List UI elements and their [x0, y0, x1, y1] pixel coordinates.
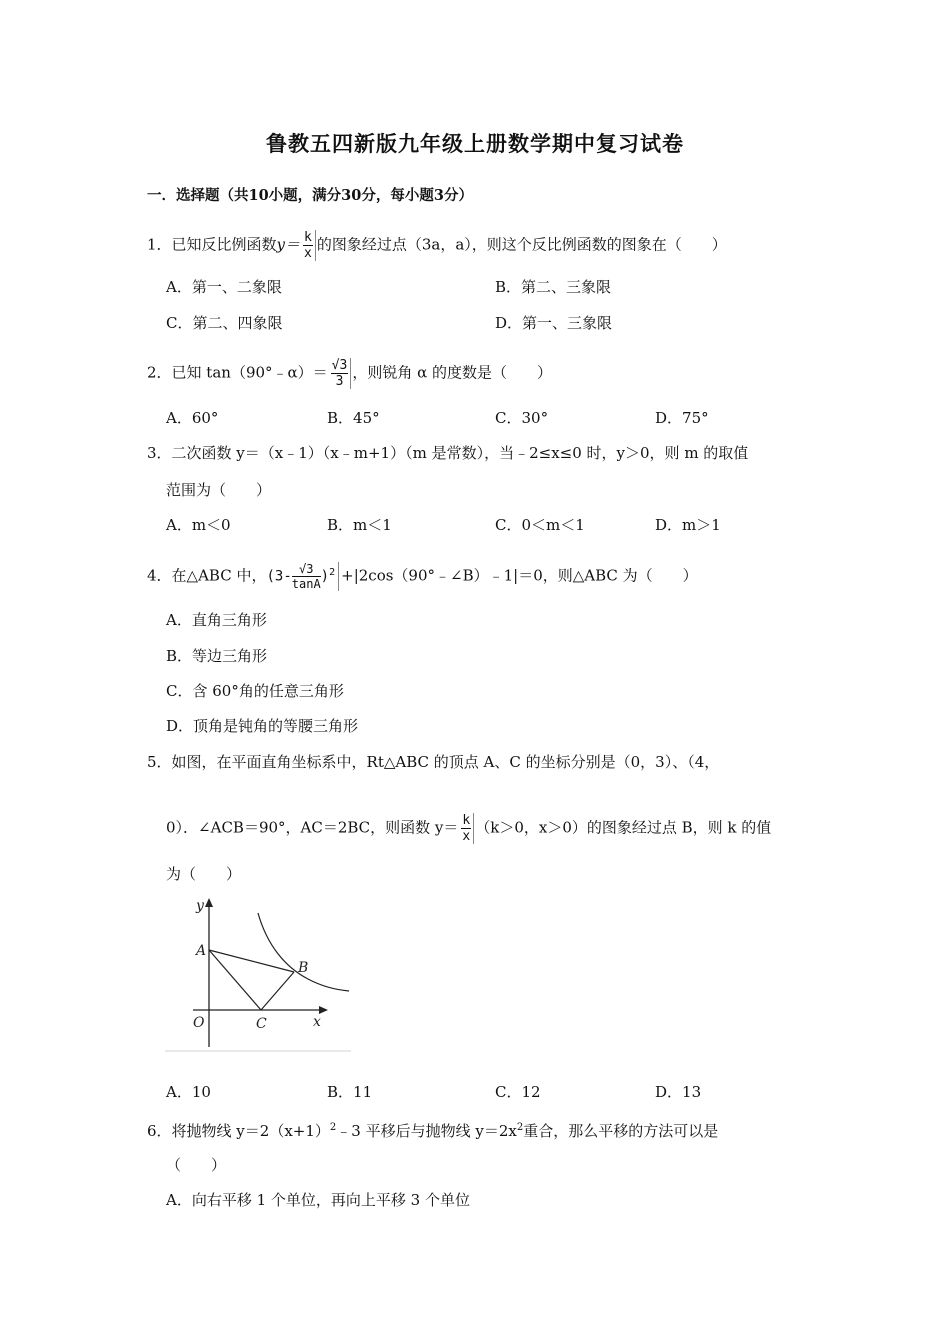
q2-numerator: √3	[331, 358, 348, 373]
q5-denominator: x	[462, 829, 471, 844]
section-heading: 一．选择题（共10小题，满分30分，每小题3分）	[147, 187, 473, 204]
q5-option-a: A．10	[166, 1083, 211, 1101]
q4-option-d: D．顶角是钝角的等腰三角形	[166, 717, 359, 735]
q2-option-b: B．45°	[327, 409, 380, 427]
label-y: y	[196, 898, 204, 914]
question-6-line-1	[147, 1118, 718, 1141]
q4-option-a: A．直角三角形	[166, 611, 267, 629]
q2-suffix: ，则锐角 α 的度数是（ ）	[352, 363, 552, 382]
q1-option-d: D．第一、三象限	[495, 314, 613, 332]
q4-exponent: 2	[329, 566, 336, 578]
x-axis-arrow	[319, 1006, 328, 1014]
q4-prefix: 4．在△ABC 中，	[147, 566, 267, 585]
label-b: B	[298, 960, 309, 976]
q1-y: y＝	[276, 235, 301, 254]
q2-prefix: 2．已知 tan（90°﹣α）＝	[147, 363, 328, 382]
question-3-line-1: 3．二次函数 y＝（x﹣1）（x﹣m+1）（m 是常数），当﹣2≤x≤0 时，y＞0，则 m 的取值	[147, 444, 749, 462]
page-title: 鲁教五四新版九年级上册数学期中复习试卷	[266, 131, 684, 156]
q4-fraction	[292, 562, 321, 591]
q3-option-c: C．0＜m＜1	[495, 516, 585, 534]
q2-denominator: 3	[335, 374, 344, 389]
question-5-line-1: 5．如图，在平面直角坐标系中，Rt△ABC 的顶点 A、C 的坐标分别是（0，3）、（4，	[147, 753, 720, 771]
q4-expr-open: (3-	[266, 568, 292, 585]
y-axis-arrow	[205, 898, 213, 907]
q5-suffix: （k＞0，x＞0）的图象经过点 B，则 k 的值	[475, 818, 772, 837]
q4-numerator: √3	[292, 562, 321, 577]
q4-expression	[266, 562, 339, 591]
q5-prefix: 0）．∠ACB＝90°，AC＝2BC，则函数 y＝	[166, 818, 459, 837]
question-3-line-2: 范围为（ ）	[166, 481, 272, 499]
q1-option-a: A．第一、二象限	[166, 278, 282, 296]
question-4	[147, 562, 698, 591]
q4-denominator: tanA	[291, 577, 321, 591]
q4-option-c: C．含 60°角的任意三角形	[166, 682, 344, 700]
q1-fraction	[301, 230, 316, 261]
q2-option-c: C．30°	[495, 409, 549, 427]
segment-cb	[261, 972, 294, 1010]
question-5-line-2	[166, 813, 771, 844]
q2-option-d: D．75°	[655, 409, 709, 427]
q6-exponent-1: 2	[329, 1122, 337, 1133]
q4-option-b: B．等边三角形	[166, 647, 268, 665]
q1-denominator: x	[304, 246, 312, 261]
q3-option-d: D．m＞1	[655, 516, 721, 534]
question-5-line-3: 为（ ）	[166, 865, 242, 883]
q5-option-d: D．13	[655, 1083, 702, 1101]
segment-ab	[209, 950, 294, 972]
question-2	[147, 358, 552, 389]
q1-prefix: 1．已知反比例函数	[147, 235, 277, 254]
label-o: O	[193, 1015, 205, 1031]
label-x: x	[313, 1014, 321, 1030]
q6-suffix: 重合，那么平移的方法可以是	[523, 1122, 719, 1140]
q2-fraction	[329, 358, 352, 389]
label-c: C	[256, 1016, 267, 1032]
q5-figure	[163, 895, 353, 1055]
q6-option-a: A．向右平移 1 个单位，再向上平移 3 个单位	[166, 1191, 470, 1209]
q1-suffix: 的图象经过点（3a，a），则这个反比例函数的图象在（ ）	[316, 235, 727, 254]
q3-option-b: B．m＜1	[327, 516, 392, 534]
q1-numerator: k	[304, 230, 312, 245]
q5-numerator: k	[462, 813, 471, 828]
q5-fraction	[459, 813, 474, 844]
q6-exponent-2: 2	[516, 1122, 524, 1133]
q5-option-c: C．12	[495, 1083, 541, 1101]
q1-option-b: B．第二、三象限	[495, 278, 612, 296]
label-a: A	[196, 943, 207, 959]
q3-option-a: A．m＜0	[166, 516, 231, 534]
question-6-line-2: （ ）	[166, 1156, 227, 1174]
q4-expr-close: )	[320, 568, 330, 585]
hyperbola-curve	[258, 913, 349, 991]
q1-option-c: C．第二、四象限	[166, 314, 283, 332]
segment-ac	[209, 950, 261, 1010]
q6-middle: ﹣3 平移后与抛物线 y＝2x	[336, 1122, 517, 1140]
q6-prefix: 6．将抛物线 y＝2（x+1）	[147, 1122, 330, 1140]
question-1	[147, 230, 727, 261]
q2-option-a: A．60°	[166, 409, 219, 427]
q5-option-b: B．11	[327, 1083, 373, 1101]
q4-suffix: +|2cos（90°﹣∠B）﹣1|＝0，则△ABC 为（ ）	[341, 566, 698, 585]
